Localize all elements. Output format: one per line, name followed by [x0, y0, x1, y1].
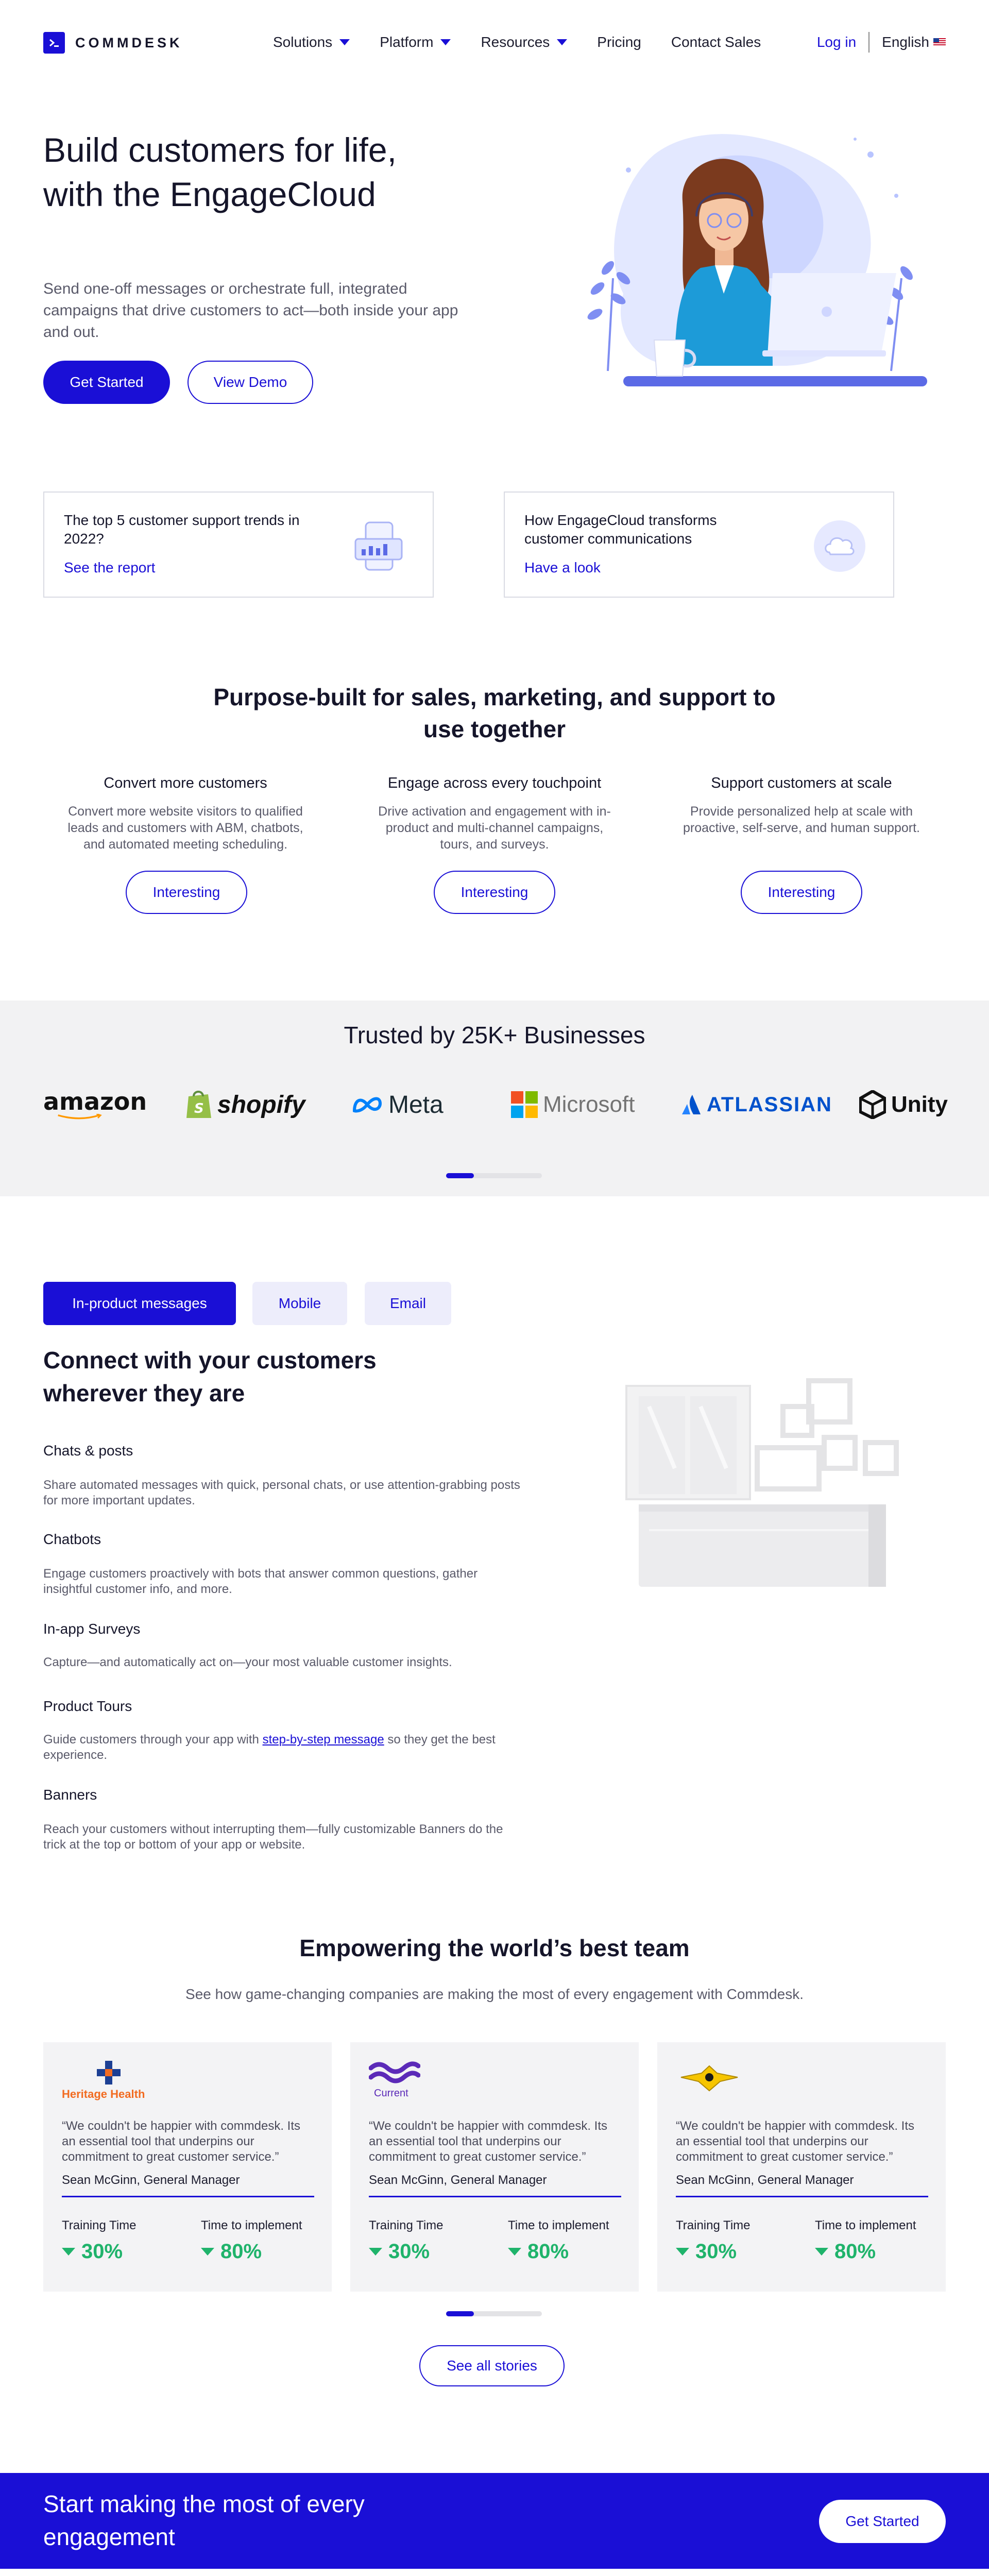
nav-label: Pricing: [597, 34, 641, 50]
step-by-step-link[interactable]: step-by-step message: [262, 1733, 384, 1747]
nav-label: Solutions: [273, 34, 333, 50]
story-logo-label: Heritage Health: [62, 2088, 145, 2100]
down-arrow-icon: [201, 2248, 214, 2256]
channel-item-desc: Reach your customers without interrupting them—fully customizable Banners do the trick at the top or bottom of your app or website.: [43, 1822, 503, 1852]
microsoft-squares-icon: [511, 1091, 538, 1118]
stories-subtitle: See how game-changing companies are making the most of every engagement with Commdesk.: [185, 1986, 804, 2002]
header-actions: [817, 32, 946, 53]
metric-value: [62, 2240, 123, 2263]
nav-label: Contact Sales: [671, 34, 761, 50]
have-a-look-link[interactable]: Have a look: [524, 560, 601, 575]
metric-label: Training Time: [676, 2218, 751, 2232]
author-name: Sean McGinn: [369, 2173, 444, 2187]
resource-card[interactable]: [43, 492, 434, 598]
chevron-down-icon: [339, 39, 350, 45]
story-quote: “We couldn't be happier with commdesk. Its an essential tool that underpins our commitment to great customer service.”: [369, 2119, 608, 2164]
metric-value: [676, 2240, 737, 2263]
login-link[interactable]: Log in: [817, 32, 869, 53]
metric-label: Time to implement: [508, 2218, 609, 2232]
room-illustration: [618, 1376, 907, 1602]
nav-pricing[interactable]: [597, 34, 641, 50]
purpose-title: Purpose-built for sales, marketing, and support to use together: [213, 684, 776, 742]
tab-email[interactable]: Email: [365, 1282, 451, 1325]
feature-title: Convert more customers: [104, 775, 267, 791]
amazon-smile-icon: [43, 1114, 115, 1120]
story-divider: [369, 2196, 621, 2197]
story-author: [62, 2173, 240, 2188]
connect-title: Connect with your customers wherever they are: [43, 1347, 377, 1406]
chevron-down-icon: [440, 39, 451, 45]
nav-contact-sales[interactable]: [671, 34, 761, 50]
author-name: Sean McGinn: [676, 2173, 751, 2187]
down-arrow-icon: [62, 2248, 75, 2256]
amazon-logo: [43, 1089, 147, 1120]
brand-label: ATLASSIAN: [707, 1093, 832, 1116]
terminal-prompt-icon: [43, 32, 65, 54]
chevron-down-icon: [557, 39, 567, 45]
unity-logo: [859, 1089, 948, 1120]
brand-label: shopify: [217, 1091, 305, 1118]
metric-number: 30%: [388, 2240, 430, 2263]
metric-label: Time to implement: [815, 2218, 916, 2232]
current-wave-icon: [369, 2061, 420, 2083]
nav-resources[interactable]: [481, 34, 567, 50]
atlassian-logo: [681, 1089, 832, 1120]
story-divider: [62, 2196, 314, 2197]
metric-number: 80%: [834, 2240, 876, 2263]
author-role: , General Manager: [137, 2173, 240, 2187]
nav-platform[interactable]: [380, 34, 451, 50]
metric-value: [815, 2240, 876, 2263]
nav-label: Resources: [481, 34, 550, 50]
story-author: [369, 2173, 547, 2188]
story-logo-label: Current: [374, 2088, 408, 2099]
resource-card[interactable]: [504, 492, 894, 598]
brand-label: Unity: [891, 1092, 948, 1117]
story-card[interactable]: [43, 2042, 332, 2292]
carousel-active-indicator: [446, 1173, 474, 1178]
desc-text: so they get the best experience.: [43, 1733, 496, 1762]
metric-number: 80%: [527, 2240, 569, 2263]
cloud-icon: [811, 517, 868, 575]
hero-description: Send one-off messages or orchestrate full, integrated campaigns that drive customers to act—both inside your app and out.: [43, 280, 458, 341]
story-author: [676, 2173, 854, 2188]
story-quote: “We couldn't be happier with commdesk. Its an essential tool that underpins our commitment to great customer service.”: [62, 2119, 301, 2164]
eagle-emblem-logo: [676, 2061, 769, 2107]
channel-item-desc: Engage customers proactively with bots that answer common questions, gather insightful customer info, and more.: [43, 1567, 478, 1596]
story-card[interactable]: [350, 2042, 639, 2292]
brand-label: Microsoft: [543, 1092, 635, 1117]
brand-label: amazon: [43, 1088, 147, 1115]
carousel-active-indicator: [446, 2311, 474, 2316]
eagle-emblem-icon: [676, 2064, 743, 2095]
brand-logo[interactable]: [43, 32, 183, 54]
meta-logo: [351, 1089, 444, 1120]
heritage-health-logo: [62, 2061, 155, 2107]
cta-text: Start making the most of every engagement: [43, 2490, 365, 2550]
see-all-stories-button[interactable]: See all stories: [419, 2345, 565, 2386]
desc-text: Guide customers through your app with: [43, 1733, 263, 1747]
feature-column: [376, 775, 613, 853]
metric-label: Training Time: [369, 2218, 444, 2232]
metric-label: Training Time: [62, 2218, 137, 2232]
metric-value: [369, 2240, 430, 2263]
channel-item-desc: [43, 1732, 522, 1763]
down-arrow-icon: [815, 2248, 828, 2256]
channel-item-title: Banners: [43, 1787, 97, 1803]
metric-number: 80%: [220, 2240, 262, 2263]
get-started-button[interactable]: Get Started: [43, 361, 170, 404]
feature-description: Convert more website visitors to qualified leads and customers with ABM, chatbots, and automated meeting scheduling.: [67, 804, 303, 852]
channel-item-desc: Capture—and automatically act on—your most valuable customer insights.: [43, 1655, 452, 1669]
tab-mobile[interactable]: Mobile: [252, 1282, 347, 1325]
language-selector[interactable]: [869, 34, 946, 50]
cta-get-started-button[interactable]: Get Started: [819, 2500, 946, 2543]
interesting-button[interactable]: Interesting: [741, 871, 862, 914]
language-label: English: [882, 34, 929, 50]
metric-value: [201, 2240, 262, 2263]
interesting-button[interactable]: Interesting: [126, 871, 247, 914]
feature-column: [683, 775, 920, 836]
channel-item-title: Product Tours: [43, 1698, 132, 1714]
heritage-cross-icon: [91, 2061, 127, 2084]
feature-description: Drive activation and engagement with in-product and multi-channel campaigns, tours, and surveys.: [378, 804, 611, 852]
site-header: [0, 0, 989, 84]
feature-title: Support customers at scale: [711, 775, 892, 791]
nav-label: Platform: [380, 34, 434, 50]
cta-banner: [0, 2473, 989, 2569]
feature-title: Engage across every touchpoint: [387, 775, 602, 791]
tablet-chart-icon: [350, 517, 408, 575]
author-name: Sean McGinn: [62, 2173, 137, 2187]
unity-cube-icon: [859, 1090, 886, 1119]
microsoft-logo: [511, 1089, 635, 1120]
shopify-logo: [185, 1089, 305, 1120]
resource-title: How EngageCloud transforms customer communications: [524, 512, 717, 547]
nav-solutions[interactable]: [273, 34, 350, 50]
trusted-title: Trusted by 25K+ Businesses: [344, 1022, 645, 1048]
carousel-pagination[interactable]: [446, 1173, 542, 1178]
channel-item-title: Chatbots: [43, 1531, 101, 1547]
story-card[interactable]: [657, 2042, 946, 2292]
stories-title: Empowering the world’s best team: [299, 1935, 690, 1961]
trusted-section: [0, 1001, 989, 1196]
metric-value: [508, 2240, 569, 2263]
resource-title: The top 5 customer support trends in 2022?: [64, 512, 300, 547]
tab-in-product-messages[interactable]: In-product messages: [43, 1282, 236, 1325]
see-report-link[interactable]: See the report: [64, 560, 156, 575]
channel-item-title: Chats & posts: [43, 1443, 133, 1459]
atlassian-peak-icon: [681, 1094, 702, 1115]
us-flag-icon: [933, 38, 946, 46]
interesting-button[interactable]: Interesting: [434, 871, 555, 914]
feature-column: [67, 775, 304, 853]
view-demo-button[interactable]: View Demo: [187, 361, 313, 404]
current-logo: [369, 2061, 462, 2107]
feature-description: Provide personalized help at scale with proactive, self-serve, and human support.: [683, 804, 920, 835]
down-arrow-icon: [676, 2248, 689, 2256]
brand-name: COMMDESK: [75, 35, 183, 50]
story-quote: “We couldn't be happier with commdesk. Its an essential tool that underpins our commitment to great customer service.”: [676, 2119, 915, 2164]
brand-label: Meta: [388, 1091, 444, 1118]
support-agent-illustration: [567, 124, 937, 412]
main-nav: [273, 34, 761, 50]
meta-infinity-icon: [351, 1095, 383, 1114]
svg-text:S: S: [194, 1101, 204, 1116]
down-arrow-icon: [508, 2248, 521, 2256]
shopify-bag-icon: [185, 1089, 212, 1120]
story-divider: [676, 2196, 928, 2197]
hero-title: Build customers for life, with the EngageCloud: [43, 131, 397, 213]
author-role: , General Manager: [444, 2173, 547, 2187]
carousel-pagination[interactable]: [446, 2311, 542, 2316]
metric-number: 30%: [695, 2240, 737, 2263]
metric-number: 30%: [81, 2240, 123, 2263]
metric-label: Time to implement: [201, 2218, 302, 2232]
author-role: , General Manager: [751, 2173, 854, 2187]
channel-item-title: In-app Surveys: [43, 1621, 141, 1637]
channel-item-desc: Share automated messages with quick, personal chats, or use attention-grabbing posts for more important updates.: [43, 1478, 520, 1507]
down-arrow-icon: [369, 2248, 382, 2256]
